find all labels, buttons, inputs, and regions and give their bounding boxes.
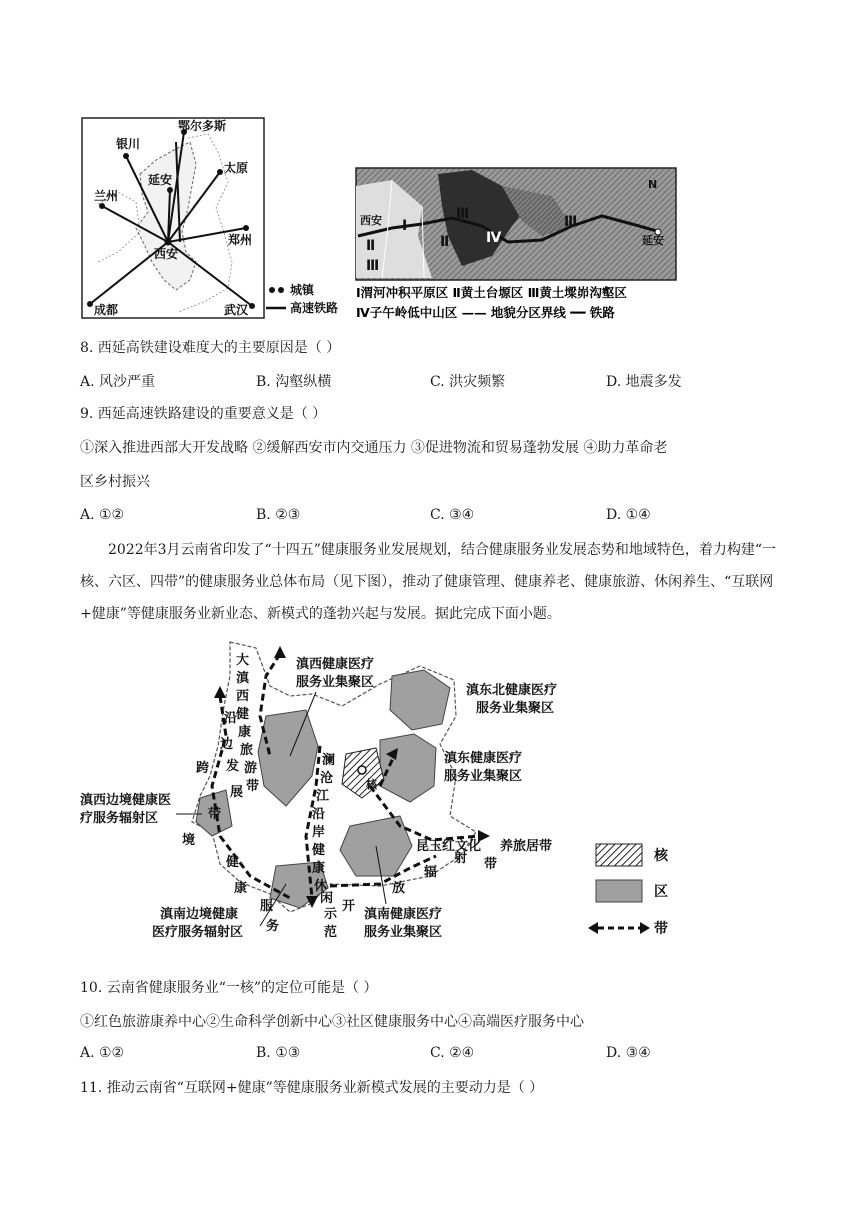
zone-diandongbei-line1: 滇东北健康医疗	[466, 683, 558, 698]
zone-dianxi-line2: 服务业集聚区	[296, 675, 375, 690]
rail-network-map	[78, 112, 352, 322]
svg-text:闲: 闲	[320, 891, 334, 906]
city-yinchuan: 银川	[116, 137, 141, 151]
svg-text:展: 展	[230, 785, 244, 800]
zone-diandongbei-line2: 服务业集聚区	[476, 701, 555, 716]
svg-text:澜: 澜	[322, 753, 336, 768]
zone-diannan-line1: 滇南健康医疗	[364, 907, 443, 922]
svg-text:西: 西	[236, 689, 250, 704]
zone-dianxi-line1: 滇西健康医疗	[296, 657, 375, 672]
svg-text:游: 游	[244, 761, 258, 776]
legend-town-label: 城镇	[290, 283, 315, 297]
q10-option-d[interactable]: D. ③④	[606, 1045, 651, 1061]
svg-text:休: 休	[314, 879, 328, 894]
legend-belt-label: 带	[654, 921, 668, 937]
svg-text:滇: 滇	[236, 671, 250, 686]
q8-option-a[interactable]: A. 风沙严重	[80, 374, 156, 390]
question-10-stem: 10. 云南省健康服务业“一核”的定位可能是（ ）	[80, 980, 378, 996]
svg-text:岸: 岸	[312, 825, 326, 840]
svg-text:境: 境	[182, 833, 196, 848]
zone-dianxi-border-line2: 疗服务辐射区	[80, 811, 159, 826]
svg-text:带: 带	[484, 857, 498, 872]
q9-option-b[interactable]: B. ②③	[256, 507, 301, 523]
svg-text:放: 放	[392, 881, 406, 896]
svg-text:示: 示	[324, 907, 338, 922]
zone-iv-label: Ⅳ	[486, 230, 502, 246]
svg-text:带: 带	[208, 807, 222, 822]
svg-text:射: 射	[454, 851, 468, 866]
svg-text:辐: 辐	[424, 865, 438, 880]
city-chengdu: 成都	[94, 303, 119, 317]
svg-text:健: 健	[236, 707, 250, 722]
zone-iii-label-3: Ⅲ	[564, 214, 578, 230]
svg-text:康: 康	[238, 725, 252, 740]
q10-option-c[interactable]: C. ②④	[430, 1045, 475, 1061]
svg-text:沧: 沧	[320, 771, 334, 786]
svg-text:边: 边	[220, 737, 234, 752]
q10-option-b[interactable]: B. ①③	[256, 1045, 301, 1061]
svg-text:开: 开	[342, 899, 356, 914]
legend-zone-label: 区	[654, 884, 668, 900]
svg-text:康: 康	[234, 881, 248, 896]
svg-text:健: 健	[312, 843, 326, 858]
svg-text:服: 服	[260, 899, 274, 914]
landform-zone-map	[352, 166, 682, 326]
q8-option-d[interactable]: D. 地震多发	[606, 374, 682, 390]
map2-label-xian: 西安	[360, 214, 382, 227]
zone-iii-label-2: Ⅲ	[456, 206, 470, 222]
svg-text:江: 江	[316, 789, 330, 804]
q8-option-b[interactable]: B. 沟壑纵横	[256, 374, 332, 390]
question-8-stem: 8. 西延高铁建设难度大的主要原因是（ ）	[80, 340, 341, 356]
svg-text:旅: 旅	[240, 743, 254, 758]
legend-railway-label: 高速铁路	[290, 301, 339, 315]
svg-text:沿: 沿	[312, 807, 326, 822]
question-11-stem: 11. 推动云南省“互联网+健康”等健康服务业新模式发展的主要动力是（ ）	[80, 1080, 544, 1096]
q9-option-c[interactable]: C. ③④	[430, 507, 475, 523]
city-zhengzhou: 郑州	[228, 233, 253, 247]
svg-text:带: 带	[246, 779, 260, 794]
zone-ii-label-2: Ⅱ	[440, 234, 450, 250]
q9-option-d[interactable]: D. ①④	[606, 507, 651, 523]
zone-diannan-border-line2: 医疗服务辐射区	[152, 925, 244, 940]
city-lanzhou: 兰州	[94, 189, 119, 203]
svg-text:跨: 跨	[196, 761, 210, 776]
zone-diannan-line2: 服务业集聚区	[364, 925, 443, 940]
zone-ii-label-1: Ⅱ	[366, 238, 376, 254]
yunnan-passage: 2022年3月云南省印发了“十四五”健康服务业发展规划，结合健康服务业发展态势和地域特色，着力构建“一核、六区、四带”的健康服务业总体布局（见下图），推动了健康管理、健康养老、健康旅游、休闲养生、“互联网+健康”等健康服务业新业态、新模式的蓬勃兴起与发展。据此完成下面小题。	[80, 542, 777, 622]
yunnan-health-layout-map	[80, 636, 680, 946]
city-ordos: 鄂尔多斯	[178, 119, 227, 133]
belt-kunyu-label: 昆玉红文化	[416, 839, 482, 854]
q10-statements: ①红色旅游康养中心②生命科学创新中心③社区健康服务中心④高端医疗服务中心	[80, 1014, 584, 1030]
question-9-stem: 9. 西延高速铁路建设的重要意义是（ ）	[80, 406, 327, 422]
city-taiyuan: 太原	[224, 161, 249, 175]
q9-statement-line2: 区乡村振兴	[80, 474, 150, 490]
map2-label-yanan: 延安	[642, 234, 664, 247]
q9-statement-line1: ①深入推进西部大开发战略 ②缓解西安市内交通压力 ③促进物流和贸易蓬勃发展 ④助力革命老	[80, 440, 668, 456]
svg-text:沿: 沿	[224, 711, 238, 726]
legend-core-label: 核	[654, 848, 668, 864]
zone-diandong-line1: 滇东健康医疗	[444, 751, 523, 766]
core-label: 核	[366, 778, 377, 791]
map2-legend-line1: Ⅰ渭河冲积平原区 Ⅱ黄土台塬区 Ⅲ黄土墚峁沟壑区	[356, 285, 627, 300]
svg-text:范: 范	[324, 925, 338, 940]
q8-option-c[interactable]: C. 洪灾频繁	[430, 374, 506, 390]
q10-option-a[interactable]: A. ①②	[80, 1045, 125, 1061]
svg-text:发: 发	[226, 759, 240, 774]
belt-kunyu-tail-label: 养旅居带	[500, 839, 553, 854]
map2-north-label: N	[648, 178, 658, 191]
svg-text:务: 务	[266, 919, 280, 934]
svg-text:健: 健	[226, 855, 240, 870]
zone-iii-label-1: Ⅲ	[366, 258, 380, 274]
svg-text:大: 大	[236, 653, 250, 668]
city-wuhan: 武汉	[224, 303, 249, 317]
q9-option-a[interactable]: A. ①②	[80, 507, 125, 523]
city-xian: 西安	[154, 247, 179, 261]
map2-legend-line2: Ⅳ子午岭低中山区 —— 地貌分区界线 ━━ 铁路	[356, 305, 615, 320]
zone-diannan-border-line1: 滇南边境健康	[160, 907, 239, 922]
zone-diandong-line2: 服务业集聚区	[444, 769, 523, 784]
city-yanan: 延安	[148, 173, 173, 187]
svg-text:康: 康	[312, 861, 326, 876]
zone-dianxi-border-line1: 滇西边境健康医	[80, 793, 172, 808]
zone-i-label: Ⅰ	[402, 218, 408, 234]
